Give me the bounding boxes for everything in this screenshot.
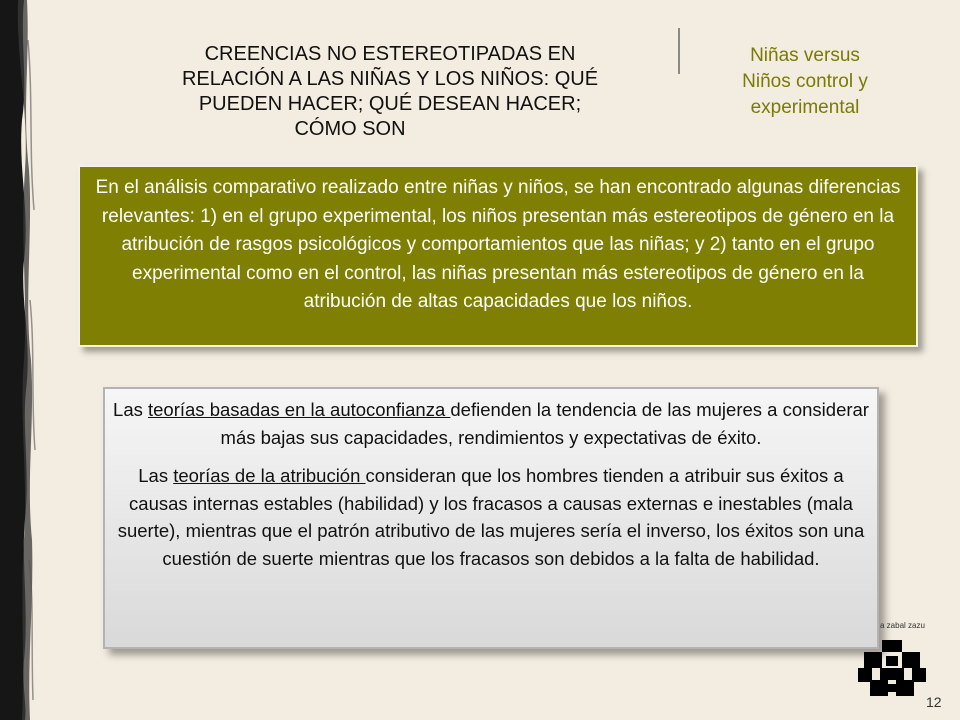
brush-stroke-decoration [0,0,40,720]
university-logo-icon [858,640,928,696]
attribution-theories-term: teorías de la atribución [173,465,366,486]
title-line-1: CREENCIAS NO ESTEREOTIPADAS EN [204,43,576,65]
self-confidence-paragraph [113,396,869,451]
title-line-2: RELACIÓN A LAS NIÑAS Y LOS NIÑOS: QUÉ [181,68,599,90]
attribution-paragraph [113,462,869,572]
subtitle-line-3: experimental [750,97,860,118]
subtitle-line-2: Niños control y [742,71,868,92]
p2-body: consideran que los hombres tienden a atribuir sus éxitos a causas internas estables (habilidad) y los fracasos a causas externas e inestables (mala suerte), mientras que el patrón atributivo de las mujeres sería el inverso, los éxitos son una cuestión de suerte mientras que los fracasos son debidos a la falta de habilidad. [117,465,865,569]
findings-box [78,165,918,347]
self-confidence-theories-term: teorías basadas en la autoconfianza [148,399,451,420]
title-line-4: CÓMO SON [294,118,406,140]
slide-title [120,42,660,142]
title-divider [678,28,680,74]
findings-text: En el análisis comparativo realizado entre niñas y niños, se han encontrado algunas diferencias relevantes: 1) en el grupo experimental, los niños presentan más estereotipos de género en la atribución de rasgos psicológicos y comportamientos que las niñas; y 2) tanto en el grupo experimental como en el control, las niñas presentan más estereotipos de género en la atribución de altas capacidades que los niños. [95,177,901,312]
p1-prefix: Las [113,399,148,420]
slide-subtitle [700,43,910,121]
theories-box [103,387,879,649]
logo-caption: a zabal zazu [880,621,925,630]
title-line-3: PUEDEN HACER; QUÉ DESEAN HACER; [198,93,582,115]
p2-prefix: Las [138,465,174,486]
page-number: 12 [926,694,942,710]
subtitle-line-1: Niñas versus [750,45,860,66]
p1-body: defienden la tendencia de las mujeres a considerar más bajas sus capacidades, rendimientos y expectativas de éxito. [220,399,869,448]
